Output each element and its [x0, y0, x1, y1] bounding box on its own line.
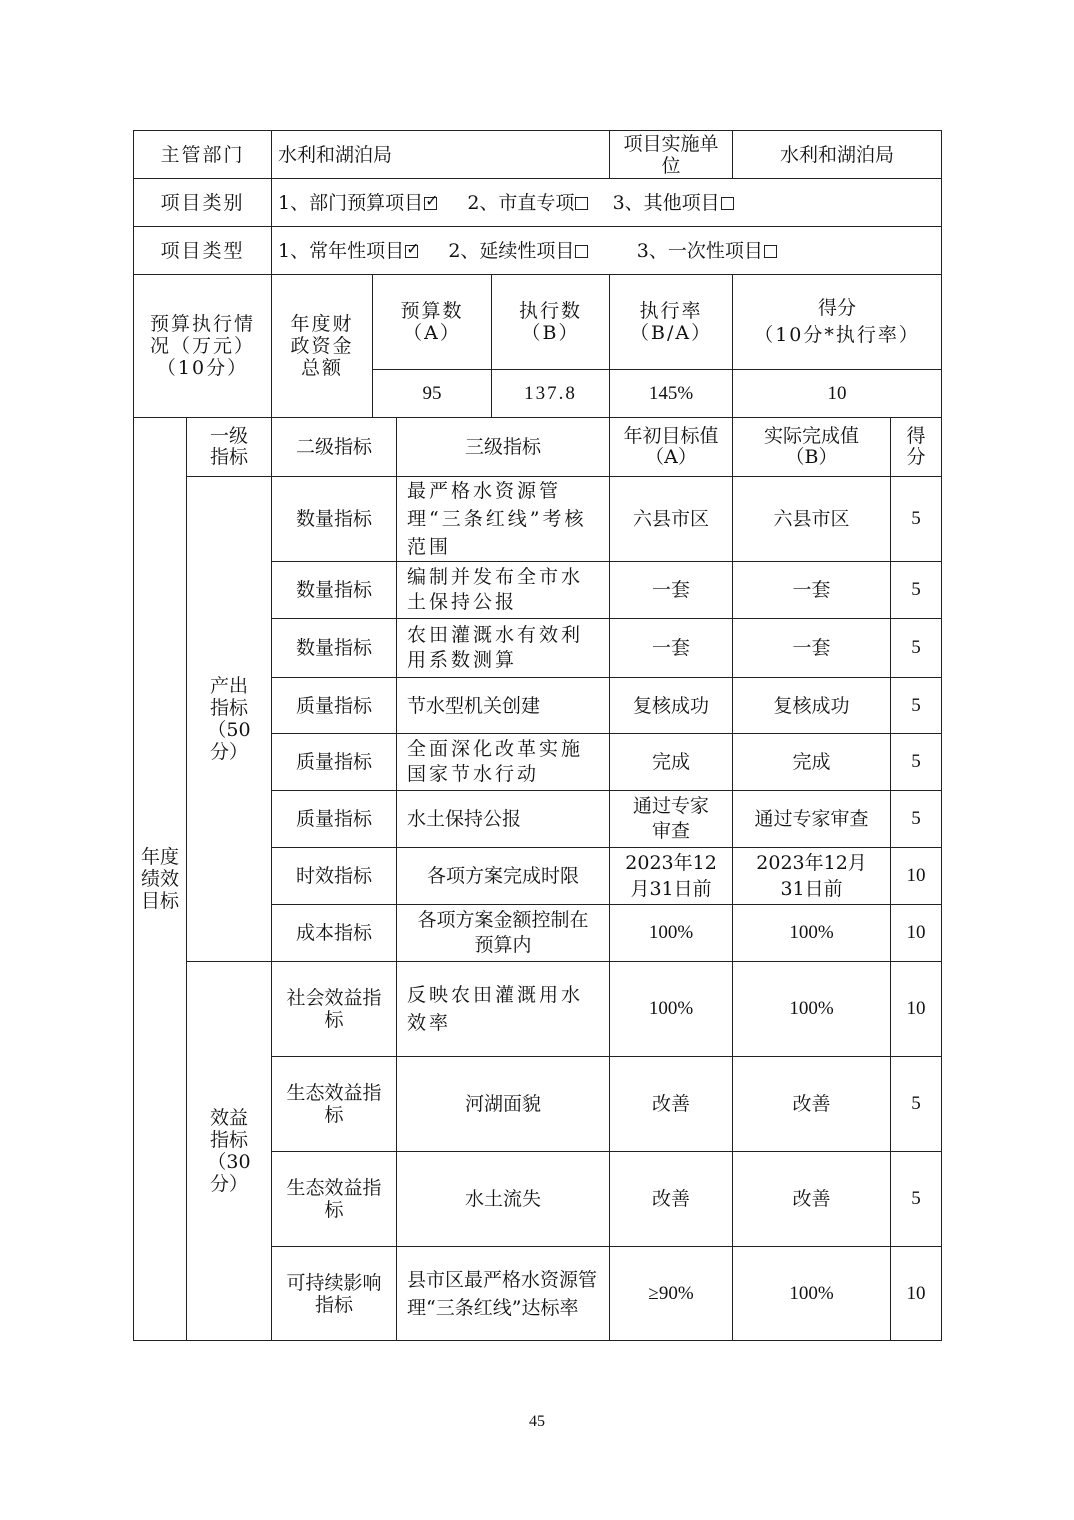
level2-cell: 数量指标 [272, 562, 397, 619]
table-row [134, 962, 942, 1057]
score-hdr: 得分 [818, 297, 857, 319]
score-cell: 5 [891, 1057, 942, 1152]
level3-cell: 节水型机关创建 [397, 678, 610, 734]
checkbox-empty-icon [721, 197, 734, 210]
rate-header [610, 275, 733, 370]
group-benefit-label: 效益指标（30分） [187, 962, 272, 1341]
rate-sub: （B/A） [629, 322, 713, 344]
performance-table [133, 130, 942, 1341]
level3-cell: 水土保持公报 [397, 791, 610, 848]
hdr-target: 年初目标值（A） [610, 418, 733, 477]
category-options [272, 179, 942, 227]
level3-cell: 全面深化改革实施国家节水行动 [397, 734, 610, 791]
score-cell: 5 [891, 734, 942, 791]
target-cell: 复核成功 [610, 678, 733, 734]
level3-cell: 反映农田灌溉用水效率 [397, 962, 610, 1057]
target-cell: 2023年12月31日前 [610, 848, 733, 905]
score-sub: （10分*执行率） [754, 324, 920, 346]
group-output-label: 产出指标（50分） [187, 477, 272, 962]
rate-value: 145% [610, 370, 733, 418]
level2-cell: 质量指标 [272, 734, 397, 791]
score-cell: 5 [891, 1152, 942, 1247]
actual-cell: 2023年12月31日前 [733, 848, 891, 905]
category-opt2: 2、市直专项 [467, 191, 575, 214]
perf-header-row [134, 418, 942, 477]
target-cell: 通过专家审查 [610, 791, 733, 848]
category-opt3: 3、其他项目 [612, 191, 720, 214]
dept-row [134, 131, 942, 179]
score-cell: 5 [891, 619, 942, 678]
hdr-actual: 实际完成值（B） [733, 418, 891, 477]
type-opt1: 1、常年性项目 [278, 239, 405, 262]
actual-cell: 100% [733, 962, 891, 1057]
budget-header [373, 275, 492, 370]
score-cell: 5 [891, 562, 942, 619]
target-cell: 一套 [610, 619, 733, 678]
hdr-level1: 一级指标 [187, 418, 272, 477]
checkbox-checked-icon: ✓ [406, 238, 420, 258]
type-options [272, 227, 942, 275]
level2-cell: 数量指标 [272, 477, 397, 562]
budget-label: 预算执行情况（万元）（10分） [134, 275, 272, 418]
level2-cell: 时效指标 [272, 848, 397, 905]
exec-header [492, 275, 610, 370]
level3-cell: 编制并发布全市水土保持公报 [397, 562, 610, 619]
target-cell: 六县市区 [610, 477, 733, 562]
actual-cell: 100% [733, 1247, 891, 1341]
fund-label: 年度财政资金总额 [272, 275, 373, 418]
checkbox-empty-icon [575, 197, 588, 210]
level2-cell: 生态效益指标 [272, 1152, 397, 1247]
target-cell: ≥90% [610, 1247, 733, 1341]
exec-hdr: 执行数 [519, 300, 583, 322]
hdr-level2: 二级指标 [272, 418, 397, 477]
level3-cell: 各项方案完成时限 [397, 848, 610, 905]
impl-value: 水利和湖泊局 [733, 131, 942, 179]
table-row [134, 477, 942, 562]
actual-cell: 改善 [733, 1057, 891, 1152]
dept-value: 水利和湖泊局 [272, 131, 610, 179]
hdr-level3: 三级指标 [397, 418, 610, 477]
target-cell: 100% [610, 962, 733, 1057]
actual-cell: 完成 [733, 734, 891, 791]
impl-label: 项目实施单位 [610, 131, 733, 179]
checkbox-empty-icon [575, 245, 588, 258]
checkbox-checked-icon: ✓ [425, 190, 439, 210]
actual-cell: 六县市区 [733, 477, 891, 562]
level3-cell: 水土流失 [397, 1152, 610, 1247]
level3-cell: 县市区最严格水资源管理“三条红线”达标率 [397, 1247, 610, 1341]
rate-hdr: 执行率 [639, 300, 703, 322]
level2-cell: 可持续影响指标 [272, 1247, 397, 1341]
hdr-score: 得分 [891, 418, 942, 477]
score-cell: 10 [891, 905, 942, 962]
score-cell: 10 [891, 962, 942, 1057]
level3-cell: 最严格水资源管理“三条红线”考核范围 [397, 477, 610, 562]
level2-cell: 数量指标 [272, 619, 397, 678]
level3-cell: 各项方案金额控制在预算内 [397, 905, 610, 962]
type-opt2: 2、延续性项目 [448, 239, 575, 262]
perf-side-label: 年度绩效目标 [134, 418, 187, 1341]
category-label: 项目类别 [134, 179, 272, 227]
level2-cell: 社会效益指标 [272, 962, 397, 1057]
actual-cell: 改善 [733, 1152, 891, 1247]
exec-value: 137.8 [492, 370, 610, 418]
score-cell: 5 [891, 477, 942, 562]
score-cell: 5 [891, 791, 942, 848]
level2-cell: 成本指标 [272, 905, 397, 962]
level2-cell: 生态效益指标 [272, 1057, 397, 1152]
score-value: 10 [733, 370, 942, 418]
actual-cell: 通过专家审查 [733, 791, 891, 848]
budget-sub: （A） [403, 322, 461, 344]
target-cell: 100% [610, 905, 733, 962]
level3-cell: 河湖面貌 [397, 1057, 610, 1152]
actual-cell: 复核成功 [733, 678, 891, 734]
target-cell: 改善 [610, 1152, 733, 1247]
exec-sub: （B） [521, 322, 580, 344]
budget-hdr: 预算数 [400, 300, 464, 322]
dept-label: 主管部门 [134, 131, 272, 179]
target-cell: 改善 [610, 1057, 733, 1152]
type-label: 项目类型 [134, 227, 272, 275]
page-number: 45 [529, 1413, 545, 1430]
type-row [134, 227, 942, 275]
budget-header-row [134, 275, 942, 370]
score-cell: 10 [891, 848, 942, 905]
checkbox-empty-icon [764, 245, 777, 258]
level2-cell: 质量指标 [272, 678, 397, 734]
actual-cell: 一套 [733, 562, 891, 619]
actual-cell: 100% [733, 905, 891, 962]
score-header [733, 275, 942, 370]
level3-cell: 农田灌溉水有效利用系数测算 [397, 619, 610, 678]
actual-cell: 一套 [733, 619, 891, 678]
score-cell: 5 [891, 678, 942, 734]
type-opt3: 3、一次性项目 [636, 239, 763, 262]
budget-value: 95 [373, 370, 492, 418]
level2-cell: 质量指标 [272, 791, 397, 848]
target-cell: 一套 [610, 562, 733, 619]
category-row [134, 179, 942, 227]
category-opt1: 1、部门预算项目 [278, 191, 424, 214]
target-cell: 完成 [610, 734, 733, 791]
score-cell: 10 [891, 1247, 942, 1341]
